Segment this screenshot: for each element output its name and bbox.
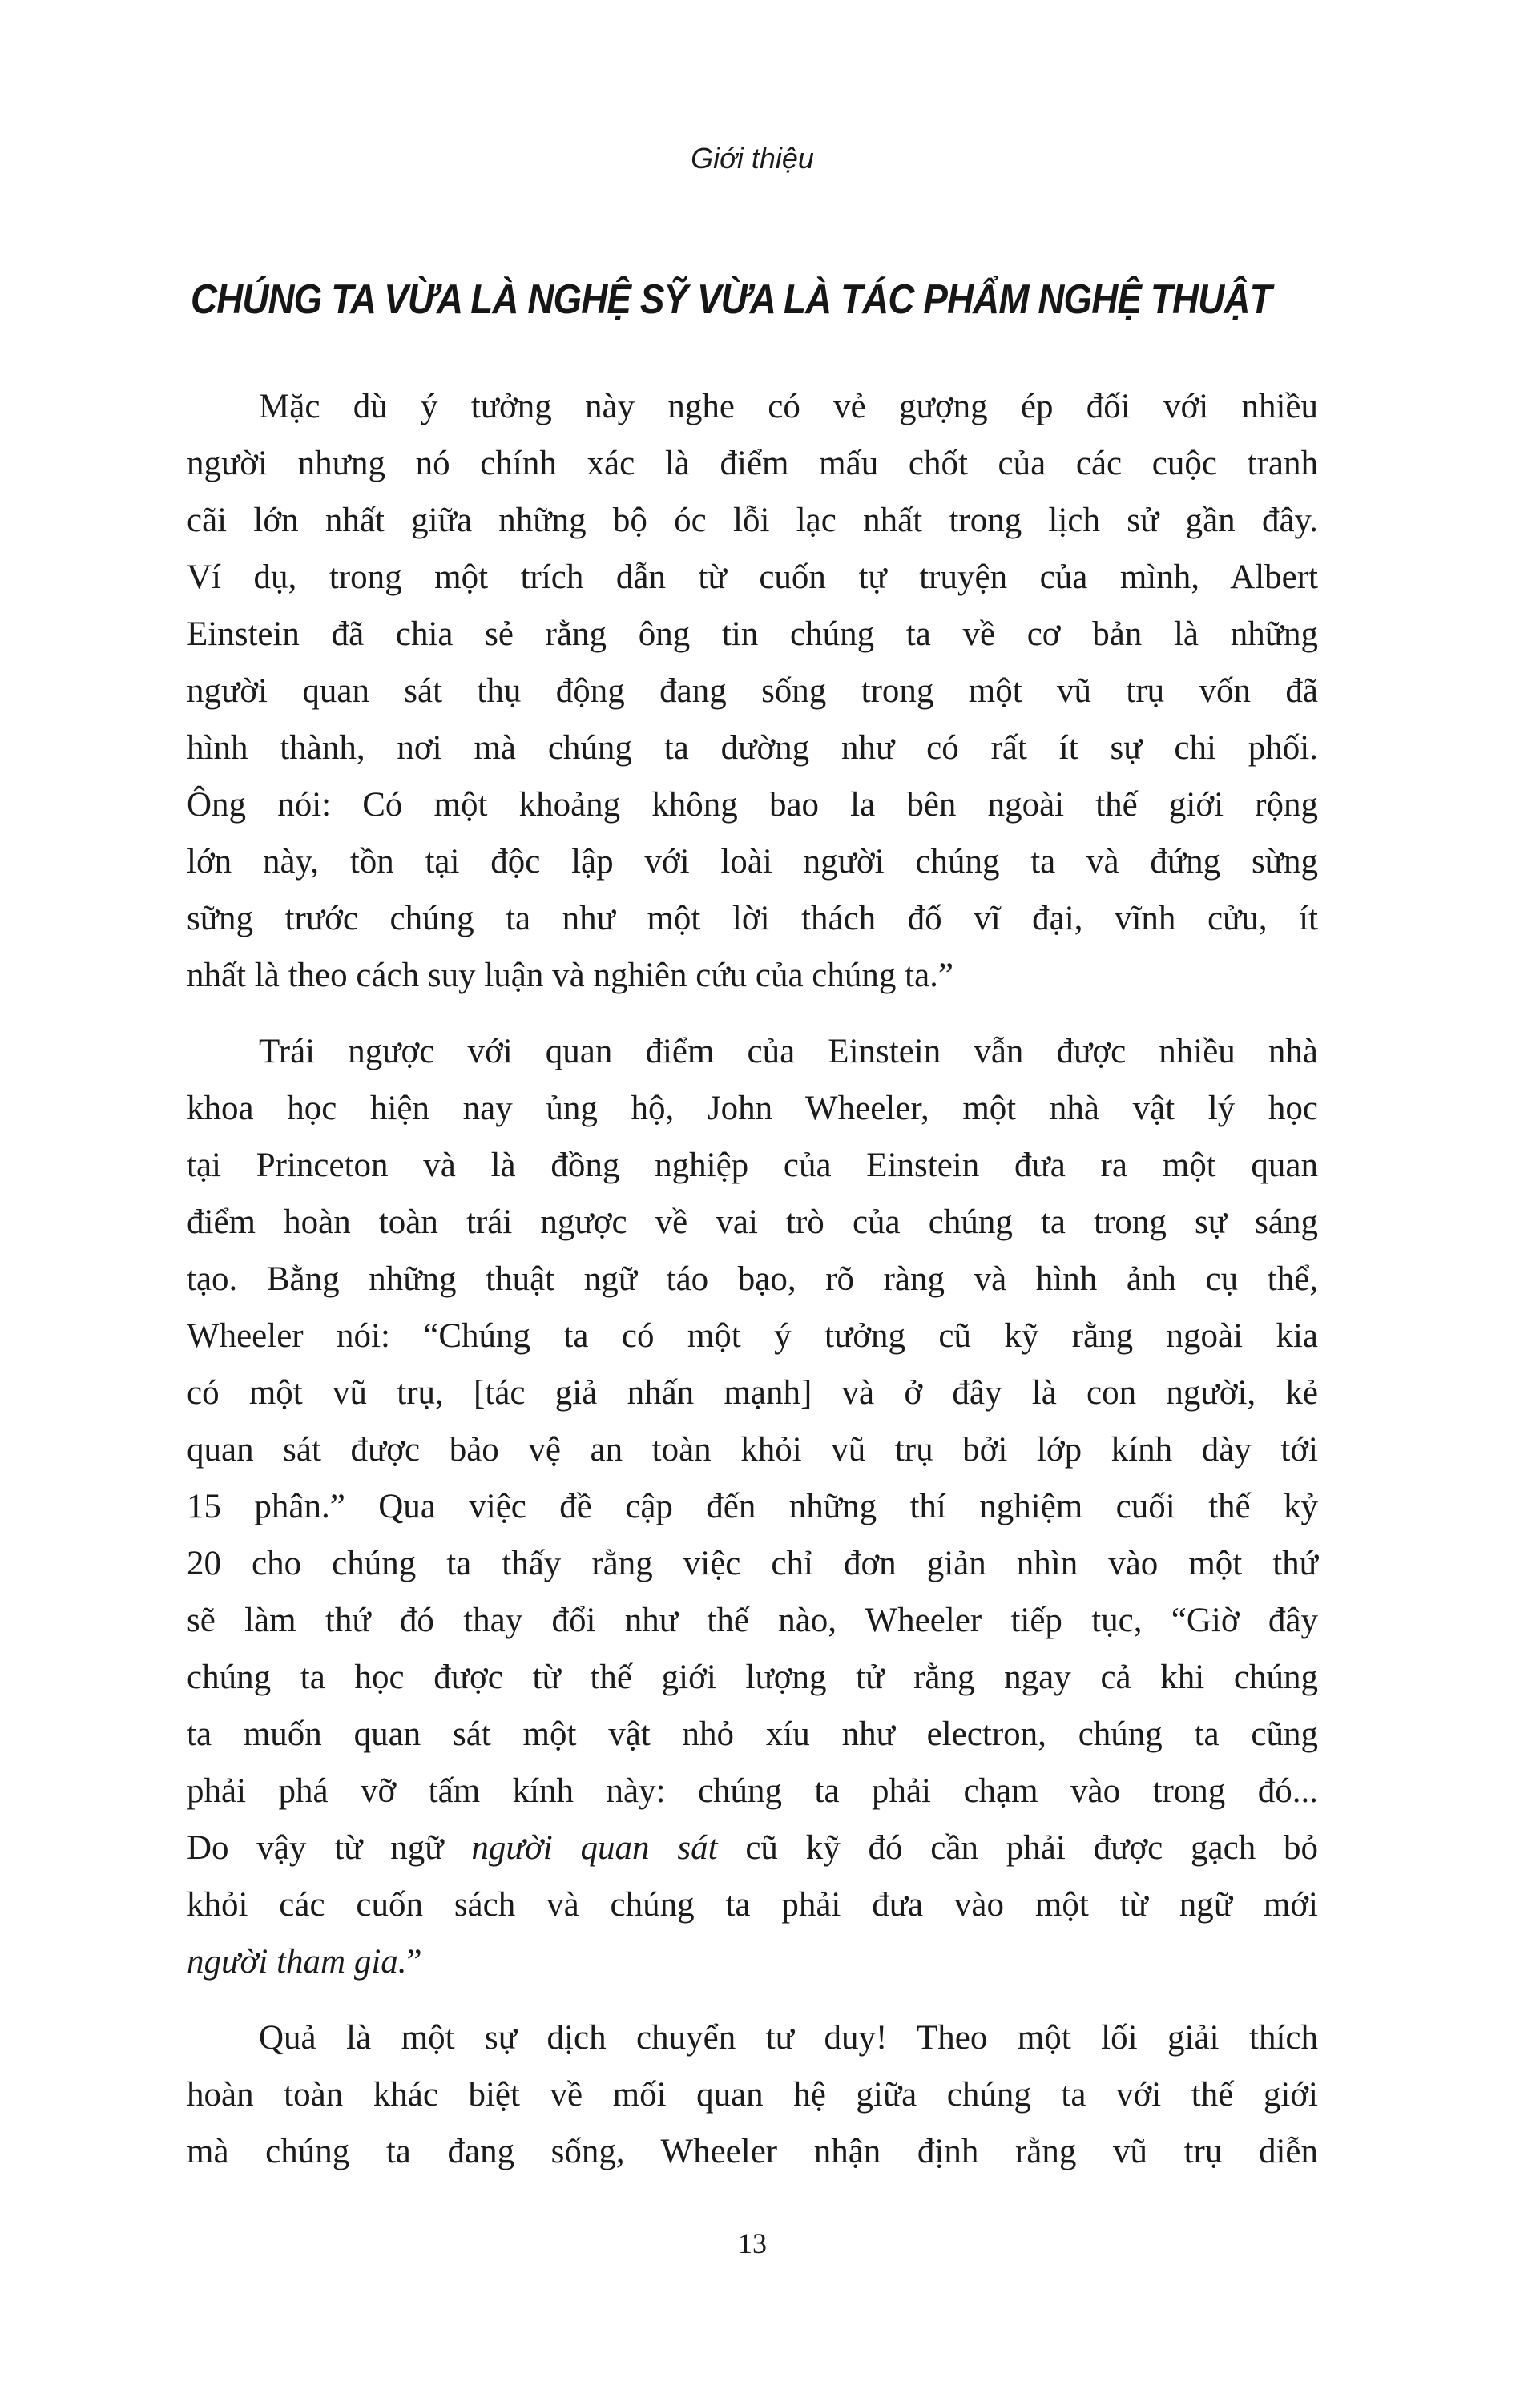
text-segment: Trái ngược với quan điểm của Einstein vẫn được nhiều nhà <box>259 1033 1318 1070</box>
text-line <box>187 1251 1318 1308</box>
text-segment: tại Princeton và là đồng nghiệp của Einstein đưa ra một quan <box>187 1147 1318 1184</box>
text-segment: có một vũ trụ, [tác giả nhấn mạnh] và ở đây là con người, kẻ <box>187 1374 1318 1412</box>
text-segment: Wheeler nói: “Chúng ta có một ý tưởng cũ kỹ rằng ngoài kia <box>187 1317 1318 1355</box>
text-line <box>187 1876 1318 1933</box>
text-line <box>187 492 1318 549</box>
text-segment: Mặc dù ý tưởng này nghe có vẻ gượng ép đối với nhiều <box>259 388 1318 425</box>
text-line <box>187 1421 1318 1478</box>
paragraph <box>187 378 1318 1004</box>
text-line <box>187 1194 1318 1251</box>
text-line <box>187 2066 1318 2123</box>
text-segment: phải phá vỡ tấm kính này: chúng ta phải chạm vào trong đó... <box>187 1772 1318 1810</box>
text-segment: khoa học hiện nay ủng hộ, John Wheeler, một nhà vật lý học <box>187 1090 1318 1127</box>
paragraph <box>187 1023 1318 1990</box>
text-segment: ” <box>406 1943 422 1981</box>
emphasized-text: người quan sát <box>471 1829 718 1867</box>
text-segment: 15 phân.” Qua việc đề cập đến những thí nghiệm cuối thế kỷ <box>187 1488 1318 1525</box>
text-line <box>187 1137 1318 1194</box>
text-line <box>187 890 1318 947</box>
text-segment: Einstein đã chia sẻ rằng ông tin chúng ta về cơ bản là những <box>187 615 1318 653</box>
text-segment: 20 cho chúng ta thấy rằng việc chỉ đơn giản nhìn vào một thứ <box>187 1545 1318 1582</box>
text-segment: quan sát được bảo vệ an toàn khỏi vũ trụ bởi lớp kính dày tới <box>187 1431 1318 1469</box>
text-line <box>187 1592 1318 1649</box>
text-segment: cãi lớn nhất giữa những bộ óc lỗi lạc nhất trong lịch sử gần đây. <box>187 502 1318 539</box>
text-line <box>187 606 1318 663</box>
text-line <box>187 1706 1318 1763</box>
text-segment: hoàn toàn khác biệt về mối quan hệ giữa chúng ta với thế giới <box>187 2076 1318 2114</box>
text-segment: tạo. Bằng những thuật ngữ táo bạo, rõ ràng và hình ảnh cụ thể, <box>187 1260 1318 1298</box>
text-segment: người quan sát thụ động đang sống trong một vũ trụ vốn đã <box>187 672 1318 710</box>
text-line <box>187 2123 1318 2180</box>
text-segment: điểm hoàn toàn trái ngược về vai trò của chúng ta trong sự sáng <box>187 1203 1318 1241</box>
text-line <box>187 663 1318 719</box>
text-segment: cũ kỹ đó cần phải được gạch bỏ <box>717 1829 1318 1867</box>
paragraph <box>187 2009 1318 2180</box>
body-text <box>187 378 1318 2180</box>
text-segment: hình thành, nơi mà chúng ta dường như có rất ít sự chi phối. <box>187 729 1318 767</box>
emphasized-text: người tham gia. <box>187 1943 407 1981</box>
text-line <box>187 1478 1318 1535</box>
text-segment: khỏi các cuốn sách và chúng ta phải đưa vào một từ ngữ mới <box>187 1886 1318 1924</box>
text-line <box>187 1023 1318 1080</box>
text-line <box>187 1649 1318 1706</box>
section-title: CHÚNG TA VỪA LÀ NGHỆ SỸ VỪA LÀ TÁC PHẨM NGHỆ THUẬT <box>191 276 1272 323</box>
text-segment: người nhưng nó chính xác là điểm mấu chốt của các cuộc tranh <box>187 445 1318 482</box>
text-segment: Do vậy từ ngữ <box>187 1829 472 1867</box>
text-line <box>187 1820 1318 1876</box>
text-line <box>187 947 1318 1004</box>
page-number: 13 <box>738 2227 767 2259</box>
text-segment: lớn này, tồn tại độc lập với loài người chúng ta và đứng sừng <box>187 843 1318 881</box>
text-line <box>187 833 1318 890</box>
text-segment: chúng ta học được từ thế giới lượng tử rằng ngay cả khi chúng <box>187 1658 1318 1696</box>
text-line <box>187 719 1318 776</box>
text-line <box>187 435 1318 492</box>
text-segment: sẽ làm thứ đó thay đổi như thế nào, Wheeler tiếp tục, “Giờ đây <box>187 1602 1318 1639</box>
text-line <box>187 1535 1318 1592</box>
text-line <box>187 1080 1318 1137</box>
running-header: Giới thiệu <box>691 142 814 175</box>
text-line <box>187 2009 1318 2066</box>
text-segment: nhất là theo cách suy luận và nghiên cứu của chúng ta.” <box>187 957 954 994</box>
text-line <box>187 776 1318 833</box>
text-line <box>187 1308 1318 1364</box>
text-line <box>187 1763 1318 1820</box>
text-segment: sững trước chúng ta như một lời thách đố vĩ đại, vĩnh cửu, ít <box>187 900 1318 937</box>
text-line <box>187 549 1318 606</box>
text-segment: Quả là một sự dịch chuyển tư duy! Theo một lối giải thích <box>259 2019 1318 2057</box>
text-segment: Ví dụ, trong một trích dẫn từ cuốn tự truyện của mình, Albert <box>187 558 1318 596</box>
text-segment: Ông nói: Có một khoảng không bao la bên ngoài thế giới rộng <box>187 786 1318 824</box>
text-segment: ta muốn quan sát một vật nhỏ xíu như electron, chúng ta cũng <box>187 1715 1318 1753</box>
text-segment: mà chúng ta đang sống, Wheeler nhận định rằng vũ trụ diễn <box>187 2133 1318 2170</box>
text-line <box>187 1933 1318 1990</box>
text-line <box>187 378 1318 435</box>
text-line <box>187 1364 1318 1421</box>
